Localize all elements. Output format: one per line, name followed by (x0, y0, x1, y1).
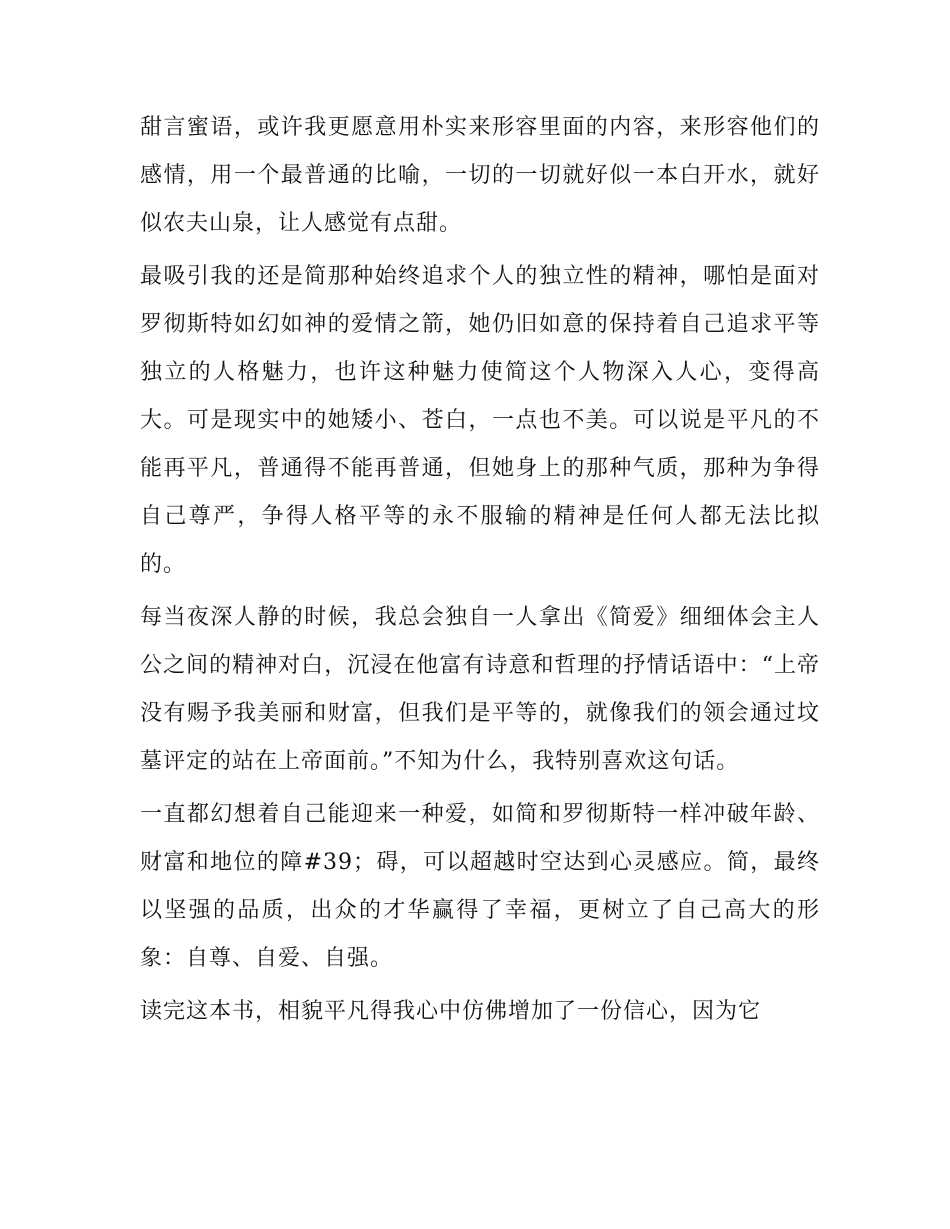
paragraph-3: 每当夜深人静的时候，我总会独自一人拿出《简爱》细细体会主人公之间的精神对白，沉浸在他富有诗意和哲理的抒情话语中：“上帝没有赐予我美丽和财富，但我们是平等的，就像我们的领会通过坟墓评定的站在上帝面前。”不知为什么，我特别喜欢这句话。 (140, 605, 820, 774)
paragraph-2: 最吸引我的还是简那种始终追求个人的独立性的精神，哪怕是面对罗彻斯特如幻如神的爱情之箭，她仍旧如意的保持着自己追求平等独立的人格魅力，也许这种魅力使简这个人物深入人心，变得高大。可是现实中的她矮小、苍白，一点也不美。可以说是平凡的不能再平凡，普通得不能再普通，但她身上的那种气质，那种为争得自己尊严，争得人格平等的永不服输的精神是任何人都无法比拟的。 (140, 264, 820, 577)
paragraph-4: 一直都幻想着自己能迎来一种爱，如简和罗彻斯特一样冲破年龄、财富和地位的障#39；碍，可以超越时空达到心灵感应。简，最终以坚强的品质，出众的才华赢得了幸福，更树立了自己高大的形象：自尊、自爱、自强。 (140, 802, 820, 971)
paragraph-1: 甜言蜜语，或许我更愿意用朴实来形容里面的内容，来形容他们的感情，用一个最普通的比喻，一切的一切就好似一本白开水，就好似农夫山泉，让人感觉有点甜。 (140, 115, 820, 236)
document-body (140, 104, 820, 1041)
paragraph-5: 读完这本书，相貌平凡得我心中仿佛增加了一份信心，因为它 (140, 999, 762, 1024)
